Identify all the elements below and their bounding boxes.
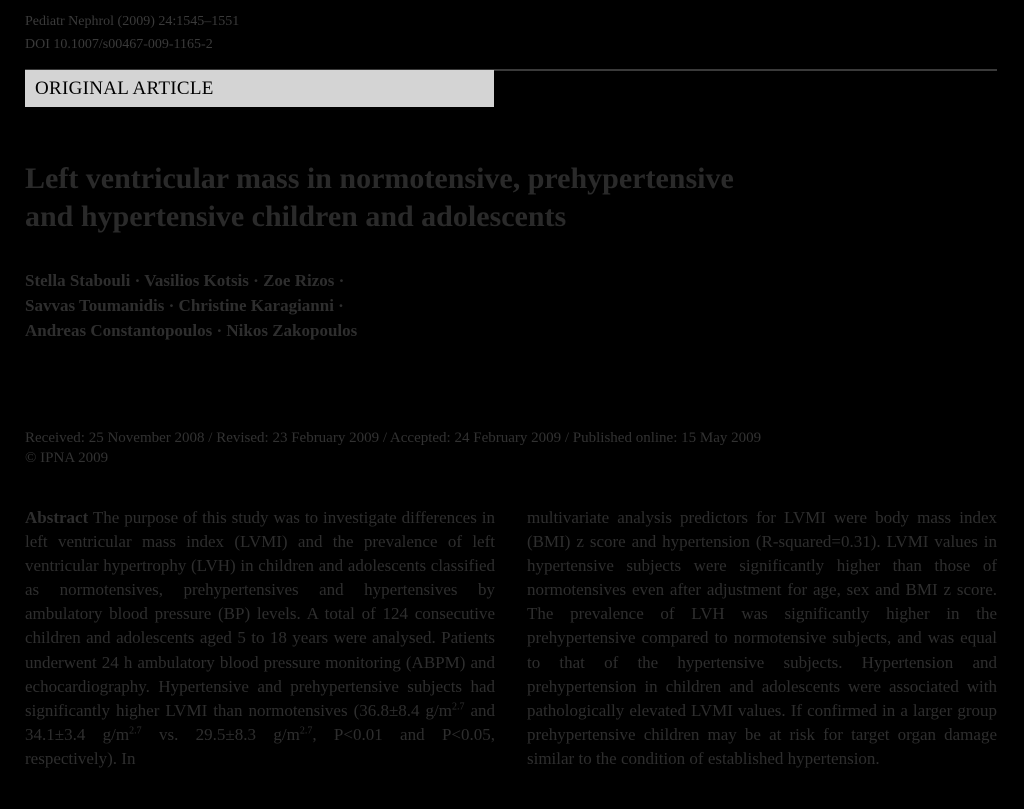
abstract-column-left <box>25 506 495 771</box>
publication-dates <box>25 428 1005 468</box>
exponent: 2.7 <box>129 725 142 737</box>
journal-citation: Pediatr Nephrol (2009) 24:1545–1551 <box>25 14 240 29</box>
date-history: Received: 25 November 2008 / Revised: 23 February 2009 / Accepted: 24 February 2009 / Published online: 15 May 2009 <box>25 430 762 446</box>
exponent: 2.7 <box>451 701 465 713</box>
article-title <box>25 160 985 236</box>
authors-line-3: Andreas Constantopoulos · Nikos Zakopoulos <box>25 321 358 340</box>
author-list <box>25 268 725 343</box>
exponent: 2.7 <box>299 725 313 737</box>
copyright: © IPNA 2009 <box>25 450 109 466</box>
abstract-text-3: vs. 29.5±8.3 g/m <box>141 724 300 744</box>
abstract-label: Abstract <box>25 508 89 527</box>
abstract-text-2: and 34.1±3.4 g/m <box>25 700 496 744</box>
authors-line-2: Savvas Toumanidis · Christine Karagianni · <box>25 296 344 315</box>
article-type-banner: ORIGINAL ARTICLE <box>25 70 494 107</box>
title-line-1: Left ventricular mass in normotensive, prehypertensive <box>25 162 734 195</box>
abstract-text-4: , P<0.01 and P<0.05, respectively). In <box>25 724 495 768</box>
doi: DOI 10.1007/s00467-009-1165-2 <box>25 37 213 52</box>
title-line-2: and hypertensive children and adolescents <box>25 200 567 233</box>
authors-line-1: Stella Stabouli · Vasilios Kotsis · Zoe Rizos · <box>25 271 345 290</box>
abstract-column-right: multivariate analysis predictors for LVMI were body mass index (BMI) z score and hypertension (R-squared=0.31). LVMI values in hypertensive subjects were significantly higher than those of normotensives even after adjustment for age, sex and BMI z score. The prevalence of LVH was significantly higher in the prehypertensive compared to normotensive subjects, and was equal to that of the hypertensive subjects. Hypertension and prehypertension in children and adolescents were associated with pathologically elevated LVMI values. If confirmed in a larger group prehypertensive children may be at risk for target organ damage similar to the condition of established hypertension. <box>527 508 997 768</box>
abstract-text-1: The purpose of this study was to investigate differences in left ventricular mass index (LVMI) and the prevalence of left ventricular hypertrophy (LVH) in children and adolescents classified as normotensives, prehypertensives and hypertensives by ambulatory blood pressure (BP) levels. A total of 124 consecutive children and adolescents aged 5 to 18 years were analysed. Patients underwent 24 h ambulatory blood pressure monitoring (ABPM) and echocardiography. Hypertensive and prehypertensive subjects had significantly higher LVMI than normotensives (36.8±8.4 g/m <box>25 508 495 720</box>
